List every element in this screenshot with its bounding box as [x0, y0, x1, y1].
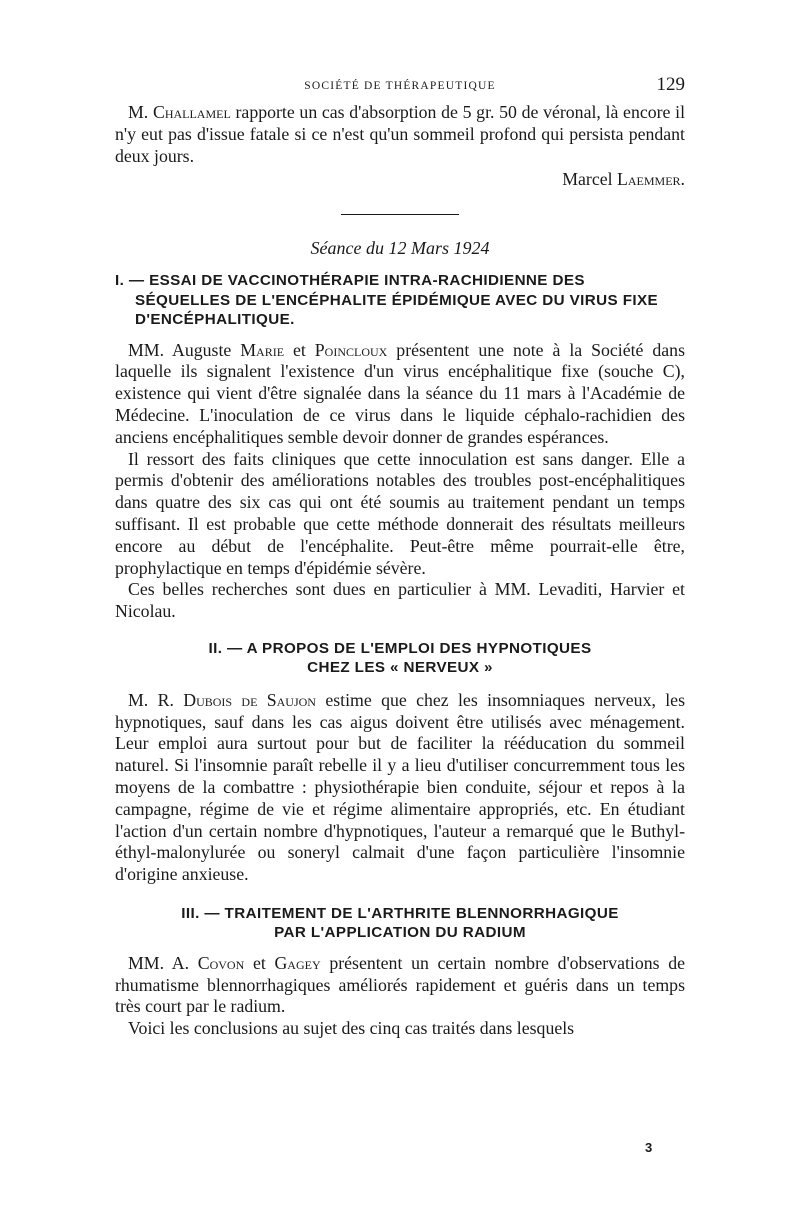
document-page: [115, 72, 685, 1040]
separator-rule: [341, 214, 459, 215]
section-3-heading: III. — TRAITEMENT DE L'ARTHRITE BLENNORRHAGIQUE PAR L'APPLICATION DU RADIUM: [181, 904, 619, 942]
section-1-paragraph-3: Ces belles recherches sont dues en particulier à MM. Levaditi, Harvier et Nicolau.: [115, 579, 685, 622]
section-1-paragraph-2: Il ressort des faits cliniques que cette innoculation est sans danger. Elle a permis d'obtenir des améliorations notables des troubles post-encéphalitiques dans quatre des six cas qui ont été soumis au traitement pendant un temps suffisant. Il est probable que cette méthode donnerait des résultats meilleurs encore au début de l'encéphalite. Peut-être même pourrait-elle être, prophylactique en temps d'épidémie sévère.: [115, 448, 685, 578]
section-1-paragraph-1: MM. Auguste Marie et Poincloux présentent une note à la Société dans laquelle ils signalent l'existence d'un virus encéphalitique fixe (souche C), existence qui vient d'être signalée dans la séance du 11 mars à l'Académie de Médecine. L'inoculation de ce virus dans le liquide céphalo-rachidien des anciens encéphalitiques semble devoir donner de grandes espérances.: [115, 339, 685, 447]
section-2-heading: II. — A PROPOS DE L'EMPLOI DES HYPNOTIQUES CHEZ LES « NERVEUX »: [208, 639, 592, 677]
signature: Marcel Laemmer.: [562, 169, 685, 190]
intro-paragraph: M. Challamel rapporte un cas d'absorption de 5 gr. 50 de véronal, là encore il n'y eut pas d'issue fatale si ce n'est qu'un sommeil profond qui persista pendant deux jours.: [115, 102, 686, 166]
page-number: 129: [656, 74, 685, 95]
running-title: SOCIÉTÉ DE THÉRAPEUTIQUE: [304, 80, 496, 92]
section-3-paragraph-2: Voici les conclusions au sujet des cinq cas traités dans lesquels: [128, 1018, 575, 1039]
author-name: Challamel: [152, 102, 231, 122]
section-2-paragraph: M. R. Dubois de Saujon estime que chez les insomniaques nerveux, les hypnotiques, sauf dans les cas aigus doivent être utilisés avec ménagement. Leur emploi aura surtout pour but de faciliter la rééducation du sommeil naturel. Si l'insomnie paraît rebelle il y a lieu d'utiliser concurremment tous les moyens de la combattre : physiothérapie bien conduite, séjour et repos à la campagne, régime de vie et régime alimentaire appropriés, etc. En étudiant l'action d'un certain nombre d'hypnotiques, l'auteur a remarqué que le Buthyléthyl-malonylurée ou soneryl calmait d'une façon particulière l'insomnie d'origine anxieuse.: [115, 689, 685, 885]
session-title: Séance du 12 Mars 1924: [310, 238, 490, 259]
section-3-paragraph-1: MM. A. Covon et Gagey présentent un certain nombre d'observations de rhumatisme blennorrhagiques améliorés rapidement et guéris dans un temps très court par le radium.: [115, 952, 686, 1017]
printer-signature-mark: 3: [645, 1140, 653, 1155]
running-header: [115, 72, 685, 102]
section-1-heading: I. — ESSAI DE VACCINOTHÉRAPIE INTRA-RACHIDIENNE DES SÉQUELLES DE L'ENCÉPHALITE ÉPIDÉMIQUE AVEC DU VIRUS FIXE D'ENCÉPHALITIQUE.: [115, 272, 659, 329]
